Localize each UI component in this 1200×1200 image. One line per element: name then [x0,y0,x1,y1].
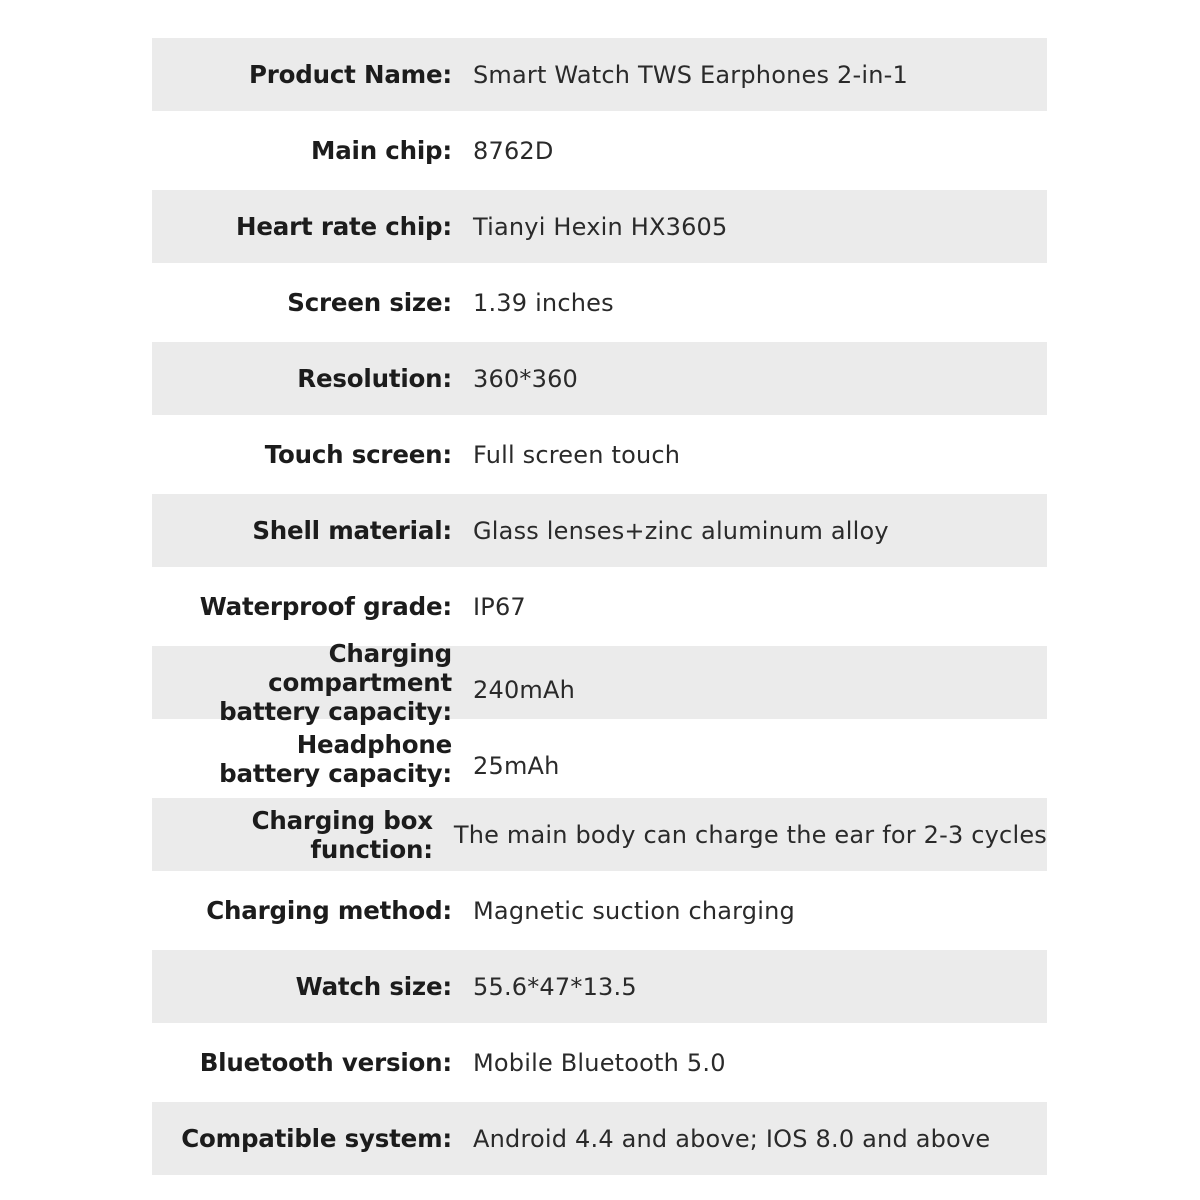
spec-label: Screen size: [287,288,452,317]
spec-label: Product Name: [249,60,452,89]
spec-row-waterproof-grade [152,570,1047,643]
spec-label: Charging box function: [251,805,433,864]
spec-value: 8762D [473,136,554,165]
spec-row-shell-material [152,494,1047,567]
spec-value: Tianyi Hexin HX3605 [473,212,728,241]
spec-label: Charging compartment battery capacity: [219,639,452,726]
spec-label: Resolution: [297,364,452,393]
spec-label: Heart rate chip: [236,212,452,241]
spec-label: Main chip: [311,136,452,165]
spec-value: IP67 [473,592,526,621]
spec-value: 55.6*47*13.5 [473,972,637,1001]
spec-row-watch-size [152,950,1047,1023]
spec-label: Watch size: [295,972,452,1001]
spec-value: 240mAh [473,675,576,704]
spec-label: Waterproof grade: [199,592,452,621]
spec-label: Touch screen: [264,440,452,469]
spec-value: Glass lenses+zinc aluminum alloy [473,516,889,545]
spec-value: 1.39 inches [473,288,614,317]
spec-value: Full screen touch [473,440,681,469]
spec-value: 360*360 [473,364,579,393]
spec-row-charging-box-function [152,798,1047,871]
spec-row-compatible-system [152,1102,1047,1175]
spec-row-bluetooth-version [152,1026,1047,1099]
spec-row-charging-compartment-battery [152,639,1047,726]
spec-value: The main body can charge the ear for 2-3 cycles [453,820,1047,849]
spec-row-touch-screen [152,418,1047,491]
spec-row-resolution [152,342,1047,415]
spec-row-product-name [152,38,1047,111]
spec-row-main-chip [152,114,1047,187]
spec-row-heart-rate-chip [152,190,1047,263]
spec-value: Android 4.4 and above; IOS 8.0 and above [473,1124,991,1153]
spec-value: Smart Watch TWS Earphones 2-in-1 [473,60,908,89]
spec-value: Magnetic suction charging [473,896,795,925]
spec-value: 25mAh [473,751,560,780]
spec-label: Charging method: [206,896,452,925]
spec-row-headphone-battery [152,722,1047,795]
spec-value: Mobile Bluetooth 5.0 [473,1048,726,1077]
spec-label: Bluetooth version: [199,1048,452,1077]
spec-label: Shell material: [252,516,452,545]
spec-label: Compatible system: [181,1124,452,1153]
spec-table [152,38,1047,1178]
spec-label: Headphone battery capacity: [219,729,452,788]
spec-row-charging-method [152,874,1047,947]
spec-row-screen-size [152,266,1047,339]
